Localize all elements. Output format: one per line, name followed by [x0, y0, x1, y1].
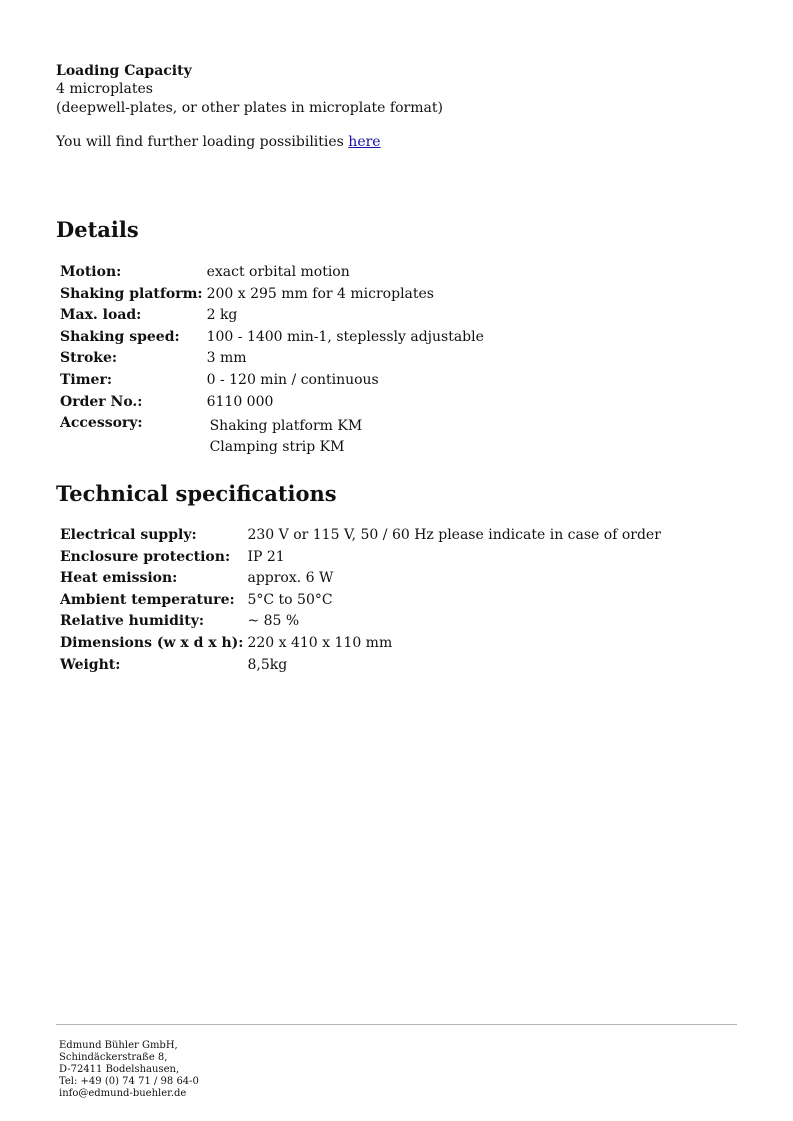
table-row — [58, 656, 661, 678]
table-row — [58, 371, 484, 393]
table-row — [58, 612, 661, 634]
details-label: Stroke: — [60, 350, 118, 367]
loading-capacity-heading: Loading Capacity — [56, 63, 192, 79]
spec-label: Enclosure protection: — [60, 548, 231, 565]
spec-value: approx. 6 W — [247, 570, 334, 587]
details-value: 2 kg — [206, 307, 238, 324]
spec-label: Ambient temperature: — [60, 591, 235, 608]
details-table — [58, 263, 484, 458]
technical-specifications-table — [58, 526, 661, 677]
details-heading: Details — [56, 217, 139, 242]
loading-capacity-value: 4 microplates — [56, 81, 153, 97]
table-row — [58, 328, 484, 350]
accessory-item: Clamping strip KM — [209, 439, 345, 456]
further-loading-link[interactable]: here — [348, 134, 381, 150]
spec-value: 220 x 410 x 110 mm — [247, 634, 393, 651]
table-row — [58, 548, 661, 570]
spec-label: Dimensions (w x d x h): — [60, 634, 244, 651]
document-page — [56, 0, 737, 1121]
further-loading-label: You will find further loading possibilities — [56, 134, 349, 150]
footer-address — [59, 1040, 199, 1100]
spec-label: Relative humidity: — [60, 613, 204, 630]
table-row — [58, 414, 484, 458]
footer-email: info@edmund-buehler.de — [59, 1088, 187, 1099]
table-row — [58, 349, 484, 371]
spec-value: 230 V or 115 V, 50 / 60 Hz please indicate in case of order — [247, 527, 661, 543]
details-label: Shaking speed: — [60, 328, 180, 345]
table-row — [58, 285, 484, 307]
details-value: 3 mm — [206, 350, 247, 367]
details-label: Order No.: — [60, 393, 143, 410]
footer-divider — [56, 1024, 737, 1025]
spec-value: ~ 85 % — [247, 613, 300, 630]
details-label: Timer: — [60, 371, 113, 388]
technical-specifications-heading: Technical specifications — [56, 481, 337, 506]
table-row — [58, 591, 661, 613]
details-value: exact orbital motion — [206, 264, 350, 280]
further-loading-text — [56, 133, 381, 151]
accessory-item: Shaking platform KM — [209, 418, 363, 435]
footer-street: Schindäckerstraße 8, — [59, 1052, 168, 1063]
table-row — [58, 526, 661, 548]
footer-phone: Tel: +49 (0) 74 71 / 98 64-0 — [59, 1076, 199, 1087]
details-value: 6110 000 — [206, 393, 274, 410]
details-value: 100 - 1400 min-1, steplessly adjustable — [206, 328, 484, 345]
footer-company: Edmund Bühler GmbH, — [59, 1040, 178, 1051]
table-row — [58, 393, 484, 415]
details-label: Max. load: — [60, 307, 142, 324]
accessory-label: Accessory: — [60, 415, 143, 432]
table-row — [58, 263, 484, 285]
table-row — [58, 634, 661, 656]
spec-value: 8,5kg — [247, 656, 288, 673]
footer-city: D-72411 Bodelshausen, — [59, 1064, 180, 1075]
spec-value: 5°C to 50°C — [247, 591, 333, 608]
spec-label: Electrical supply: — [60, 527, 197, 543]
details-label: Shaking platform: — [60, 285, 203, 302]
details-value: 0 - 120 min / continuous — [206, 371, 379, 388]
table-row — [58, 306, 484, 328]
spec-label: Heat emission: — [60, 570, 178, 587]
accessory-list — [205, 414, 484, 458]
details-value: 200 x 295 mm for 4 microplates — [206, 285, 434, 302]
table-row — [58, 569, 661, 591]
loading-capacity-note: (deepwell-plates, or other plates in microplate format) — [56, 100, 443, 116]
details-label: Motion: — [60, 264, 122, 280]
spec-label: Weight: — [60, 656, 121, 673]
spec-value: IP 21 — [247, 548, 285, 565]
